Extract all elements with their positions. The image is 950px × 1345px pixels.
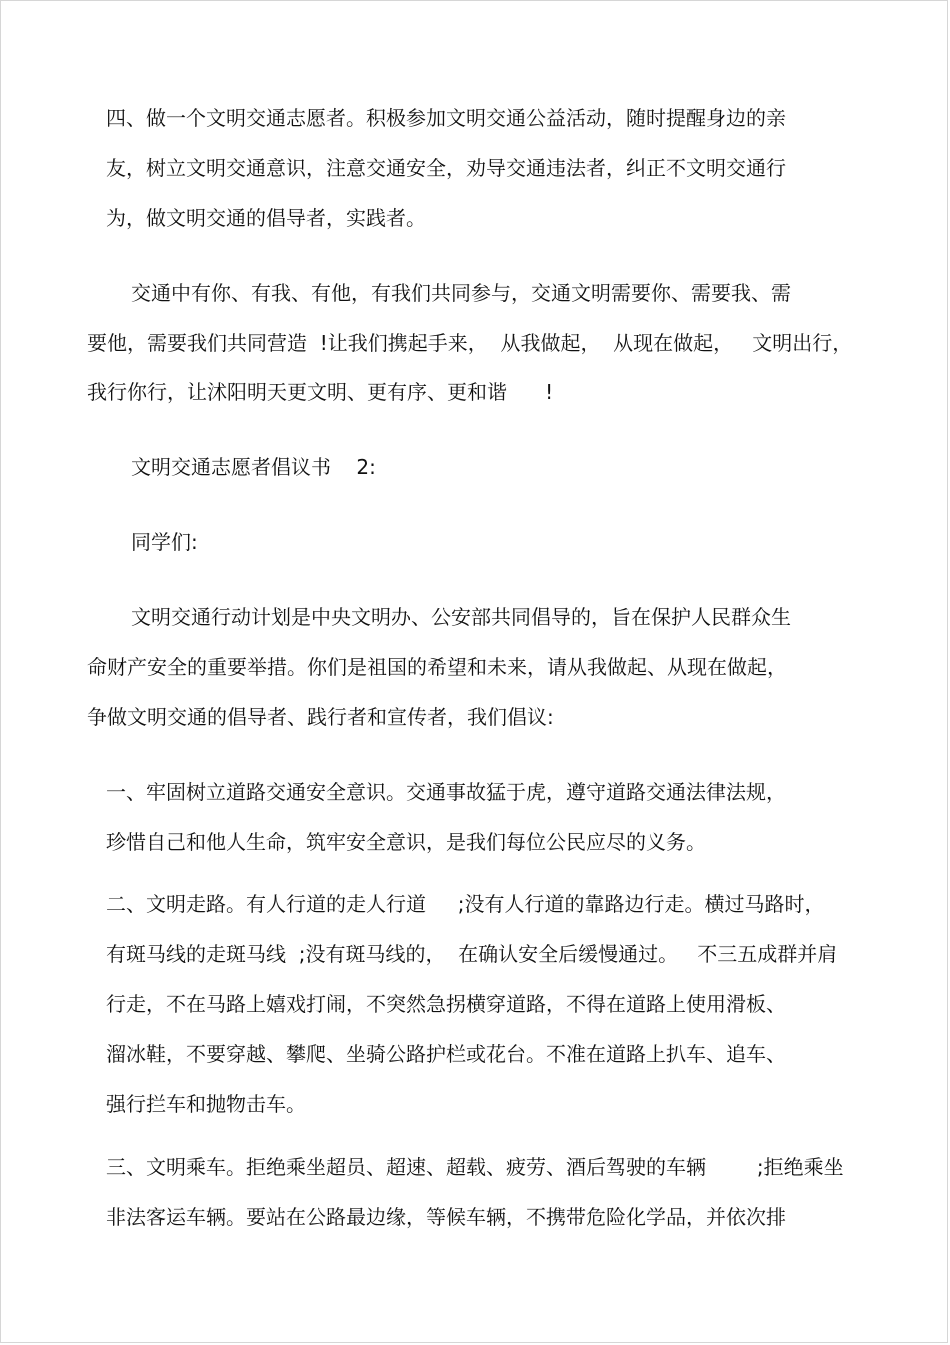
item-three-line-2: 非法客运车辆。要站在公路最边缘，等候车辆，不携带危险化学品，并依次排 [106, 1205, 786, 1229]
item-two-line-5: 强行拦车和抛物击车。 [106, 1092, 306, 1116]
section-four-line-3: 为，做文明交通的倡导者，实践者。 [106, 206, 426, 230]
closing-line-2: 要他，需要我们共同营造 !让我们携起手来， 从我做起， 从现在做起， 文明出行， [87, 331, 853, 355]
item-three-line-1: 三、文明乘车。拒绝乘坐超员、超速、超载、疲劳、酒后驾驶的车辆 ;拒绝乘坐 [106, 1155, 844, 1179]
proposal-heading: 文明交通志愿者倡议书 2: [131, 455, 376, 479]
item-two-line-1: 二、文明走路。有人行道的走人行道 ;没有人行道的靠路边行走。横过马路时， [106, 892, 825, 916]
closing-line-3: 我行你行，让沭阳明天更文明、更有序、更和谐 ! [87, 380, 554, 404]
item-two-line-4: 溜冰鞋，不要穿越、攀爬、坐骑公路护栏或花台。不准在道路上扒车、追车、 [106, 1042, 786, 1066]
section-four-line-2: 友，树立文明交通意识，注意交通安全，劝导交通违法者，纠正不文明交通行 [106, 156, 786, 180]
intro-line-1: 文明交通行动计划是中央文明办、公安部共同倡导的，旨在保护人民群众生 [131, 605, 791, 629]
item-two-line-3: 行走，不在马路上嬉戏打闹，不突然急拐横穿道路，不得在道路上使用滑板、 [106, 992, 786, 1016]
intro-line-2: 命财产安全的重要举措。你们是祖国的希望和未来，请从我做起、从现在做起， [87, 655, 787, 679]
section-four-line-1: 四、做一个文明交通志愿者。积极参加文明交通公益活动，随时提醒身边的亲 [106, 106, 786, 130]
item-one-line-2: 珍惜自己和他人生命，筑牢安全意识，是我们每位公民应尽的义务。 [106, 830, 706, 854]
item-one-line-1: 一、牢固树立道路交通安全意识。交通事故猛于虎，遵守道路交通法律法规， [106, 780, 786, 804]
closing-line-1: 交通中有你、有我、有他，有我们共同参与，交通文明需要你、需要我、需 [131, 281, 791, 305]
item-two-line-2: 有斑马线的走斑马线 ;没有斑马线的， 在确认安全后缓慢通过。 不三五成群并肩 [106, 942, 838, 966]
intro-line-3: 争做文明交通的倡导者、践行者和宣传者，我们倡议: [87, 705, 554, 729]
greeting: 同学们: [131, 530, 198, 554]
